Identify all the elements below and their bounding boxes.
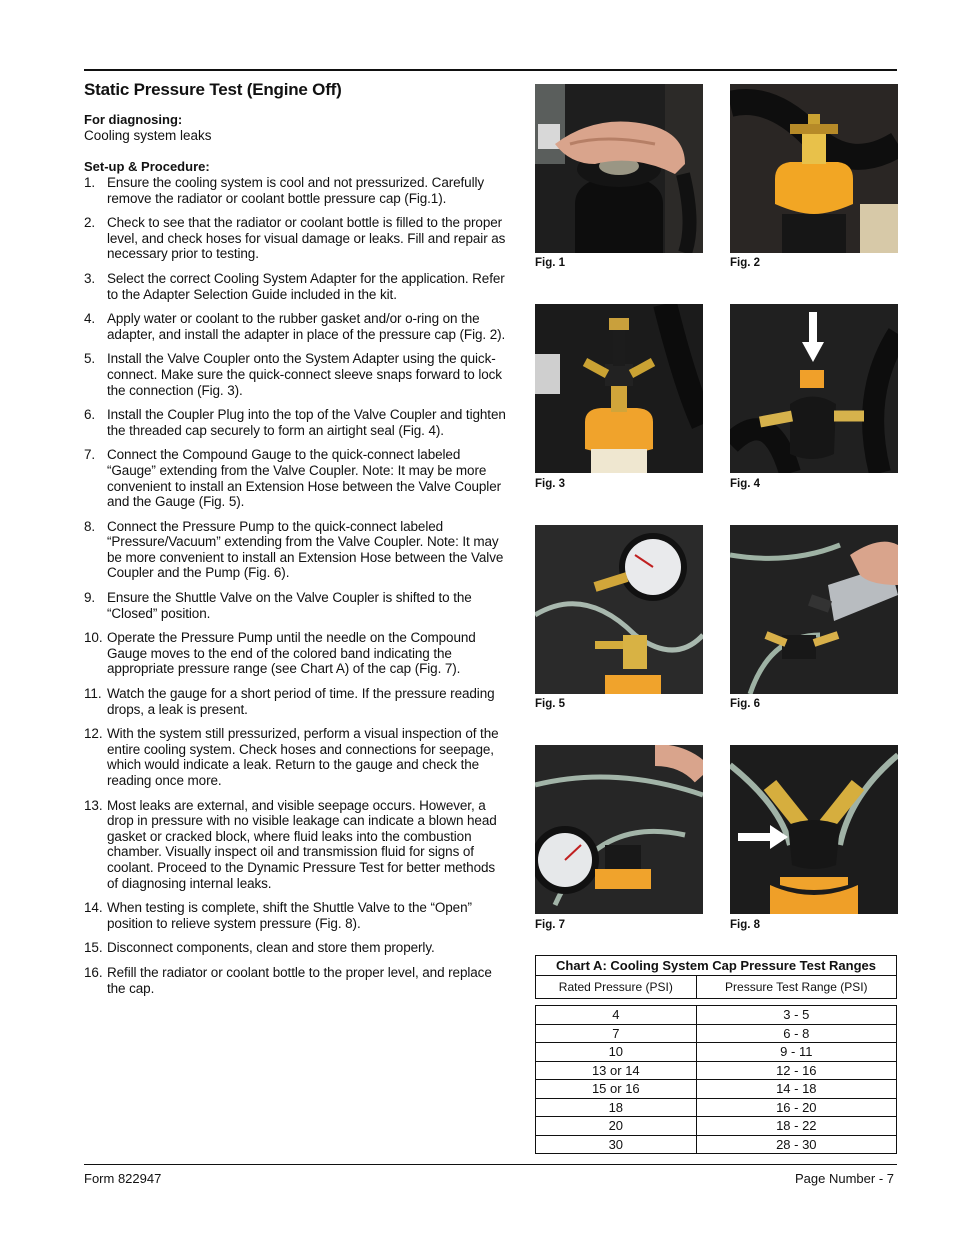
test-range-cell: 16 - 20 <box>696 1098 896 1117</box>
step-10 <box>84 630 509 677</box>
step-number: 1. <box>84 175 96 190</box>
figure-5-caption: Fig. 5 <box>535 698 566 710</box>
coupler-plug-illustration <box>730 304 898 473</box>
step-14 <box>84 900 509 931</box>
step-9 <box>84 590 509 621</box>
step-number: 12. <box>84 726 103 742</box>
figure-3-caption: Fig. 3 <box>535 478 566 490</box>
rated-pressure-cell: 13 or 14 <box>536 1061 697 1080</box>
figure-2-photo <box>730 84 898 253</box>
table-row <box>536 1135 897 1154</box>
step-text: Apply water or coolant to the rubber gasket and/or o-ring on the adapter, and install the adapter in place of the pressure cap (Fig. 2). <box>107 311 506 342</box>
step-15 <box>84 940 509 956</box>
figure-1-caption: Fig. 1 <box>535 257 566 269</box>
table-row <box>536 1024 897 1043</box>
step-number: 11. <box>84 686 102 702</box>
step-text: Select the correct Cooling System Adapter for the application. Refer to the Adapter Selection Guide included in the kit. <box>107 270 505 302</box>
table-row <box>536 1061 897 1080</box>
compound-gauge-illustration <box>535 525 703 694</box>
valve-coupler-illustration <box>535 304 703 473</box>
figure-4-caption: Fig. 4 <box>730 478 761 490</box>
step-number: 14. <box>84 900 103 916</box>
step-number: 6. <box>84 407 96 423</box>
step-2 <box>84 215 509 262</box>
adapter-installed-illustration <box>730 84 898 253</box>
step-number: 7. <box>84 447 96 463</box>
step-number: 4. <box>84 311 96 327</box>
step-number: 5. <box>84 351 96 367</box>
rated-pressure-cell: 30 <box>536 1135 697 1154</box>
step-text: Ensure the cooling system is cool and not pressurized. Carefully remove the radiator or coolant bottle pressure cap (Fig.1). <box>107 175 485 206</box>
figure-5-photo <box>535 525 703 694</box>
test-range-cell: 12 - 16 <box>696 1061 896 1080</box>
diagnosing-text: Cooling system leaks <box>84 128 212 143</box>
step-3 <box>84 271 509 302</box>
step-16 <box>84 965 509 996</box>
shuttle-valve-illustration <box>730 745 898 914</box>
step-text: Operate the Pressure Pump until the needle on the Compound Gauge moves to the end of the colored band indicating the appropriate pressure range (see Chart A) of the cap (Fig. 7). <box>107 630 476 677</box>
step-text: Install the Coupler Plug into the top of the Valve Coupler and tighten the threaded cap securely to form an airtight seal (Fig. 4). <box>107 407 506 438</box>
page-number: Page Number - 7 <box>795 1171 894 1186</box>
step-text: With the system still pressurized, perform a visual inspection of the entire cooling system. Check hoses and connections for seepage, which would indicate a leak. Return to the gauge and check the reading once more. <box>107 726 499 788</box>
table-row <box>536 1043 897 1062</box>
chart-header-range: Pressure Test Range (PSI) <box>696 976 896 999</box>
step-text: Install the Valve Coupler onto the System Adapter using the quick-connect. Make sure the quick-connect sleeve snaps forward to lock the connection (Fig. 3). <box>107 351 502 398</box>
rated-pressure-cell: 7 <box>536 1024 697 1043</box>
bottom-rule <box>84 1164 897 1165</box>
step-number: 15. <box>84 940 103 956</box>
form-number: Form 822947 <box>84 1171 162 1186</box>
procedure-column <box>84 80 509 1005</box>
step-text: Ensure the Shuttle Valve on the Valve Coupler is shifted to the “Closed” position. <box>107 590 472 621</box>
figure-6-caption: Fig. 6 <box>730 698 761 710</box>
step-text: Refill the radiator or coolant bottle to the proper level, and replace the cap. <box>107 964 492 996</box>
page-title: Static Pressure Test (Engine Off) <box>84 80 342 99</box>
test-range-cell: 28 - 30 <box>696 1135 896 1154</box>
figure-6-photo <box>730 525 898 694</box>
test-range-cell: 14 - 18 <box>696 1080 896 1099</box>
step-4 <box>84 311 509 342</box>
chart-header-rated: Rated Pressure (PSI) <box>536 976 697 999</box>
figure-4-photo <box>730 304 898 473</box>
step-number: 3. <box>84 270 96 286</box>
rated-pressure-cell: 4 <box>536 1006 697 1025</box>
step-text: Disconnect components, clean and store them properly. <box>107 940 435 956</box>
procedure-steps <box>84 175 509 996</box>
test-range-cell: 6 - 8 <box>696 1024 896 1043</box>
step-text: Connect the Pressure Pump to the quick-connect labeled “Pressure/Vacuum” extending from the Valve Coupler. Note: It may be more convenient to install an Extension Hose between the Valve Coupler and the Pump (Fig. 6). <box>107 518 504 581</box>
rated-pressure-cell: 15 or 16 <box>536 1080 697 1099</box>
step-text: Watch the gauge for a short period of time. If the pressure reading drops, a leak is present. <box>107 686 495 717</box>
pressure-test-chart <box>535 955 897 1154</box>
figure-1-photo <box>535 84 703 253</box>
test-range-cell: 9 - 11 <box>696 1043 896 1062</box>
step-number: 16. <box>84 964 103 980</box>
step-11 <box>84 686 509 717</box>
figure-8-caption: Fig. 8 <box>730 919 761 931</box>
table-row <box>536 1006 897 1025</box>
step-12 <box>84 726 509 788</box>
test-range-cell: 18 - 22 <box>696 1117 896 1136</box>
figure-2-caption: Fig. 2 <box>730 257 761 269</box>
chart-title: Chart A: Cooling System Cap Pressure Test Ranges <box>536 956 897 976</box>
radiator-cap-removal-illustration <box>535 84 703 253</box>
pressure-reading-illustration <box>535 745 703 914</box>
top-rule <box>84 69 897 71</box>
step-6 <box>84 407 509 438</box>
rated-pressure-cell: 20 <box>536 1117 697 1136</box>
chart-spacer <box>536 999 897 1006</box>
table-row <box>536 1098 897 1117</box>
step-text: Check to see that the radiator or coolant bottle is filled to the proper level, and check hoses for visual damage or leaks. Fill and repair as necessary prior to testing. <box>107 215 506 262</box>
step-1 <box>84 175 509 206</box>
step-number: 10. <box>84 630 103 646</box>
step-number: 13. <box>84 797 103 813</box>
step-5 <box>84 351 509 398</box>
step-8 <box>84 519 509 581</box>
step-text: Most leaks are external, and visible seepage occurs. However, a drop in pressure with no visible leakage can indicate a blown head gasket or cracked block, where fluid leaks into the combustion chamber. Visually inspect oil and transmission fluid for signs of coolant. Proceed to the Dynamic Pressure Test for better methods of diagnosing internal leaks. <box>107 797 497 891</box>
step-number: 2. <box>84 215 96 231</box>
step-text: Connect the Compound Gauge to the quick-connect labeled “Gauge” extending from the Valve Coupler. Note: It may be more convenient to install an Extension Hose between the Valve Coupler and the Gauge (Fig. 5). <box>107 447 501 510</box>
diagnosing-heading: For diagnosing: <box>84 112 183 127</box>
table-row <box>536 1117 897 1136</box>
figure-7-caption: Fig. 7 <box>535 919 566 931</box>
procedure-heading: Set-up & Procedure: <box>84 159 210 174</box>
step-number: 9. <box>84 590 96 606</box>
figure-7-photo <box>535 745 703 914</box>
test-range-cell: 3 - 5 <box>696 1006 896 1025</box>
rated-pressure-cell: 10 <box>536 1043 697 1062</box>
rated-pressure-cell: 18 <box>536 1098 697 1117</box>
table-row <box>536 1080 897 1099</box>
step-number: 8. <box>84 518 96 534</box>
figure-8-photo <box>730 745 898 914</box>
figure-3-photo <box>535 304 703 473</box>
step-13 <box>84 798 509 892</box>
pressure-pump-illustration <box>730 525 898 694</box>
step-text: When testing is complete, shift the Shuttle Valve to the “Open” position to relieve system pressure (Fig. 8). <box>107 900 472 931</box>
step-7 <box>84 447 509 509</box>
